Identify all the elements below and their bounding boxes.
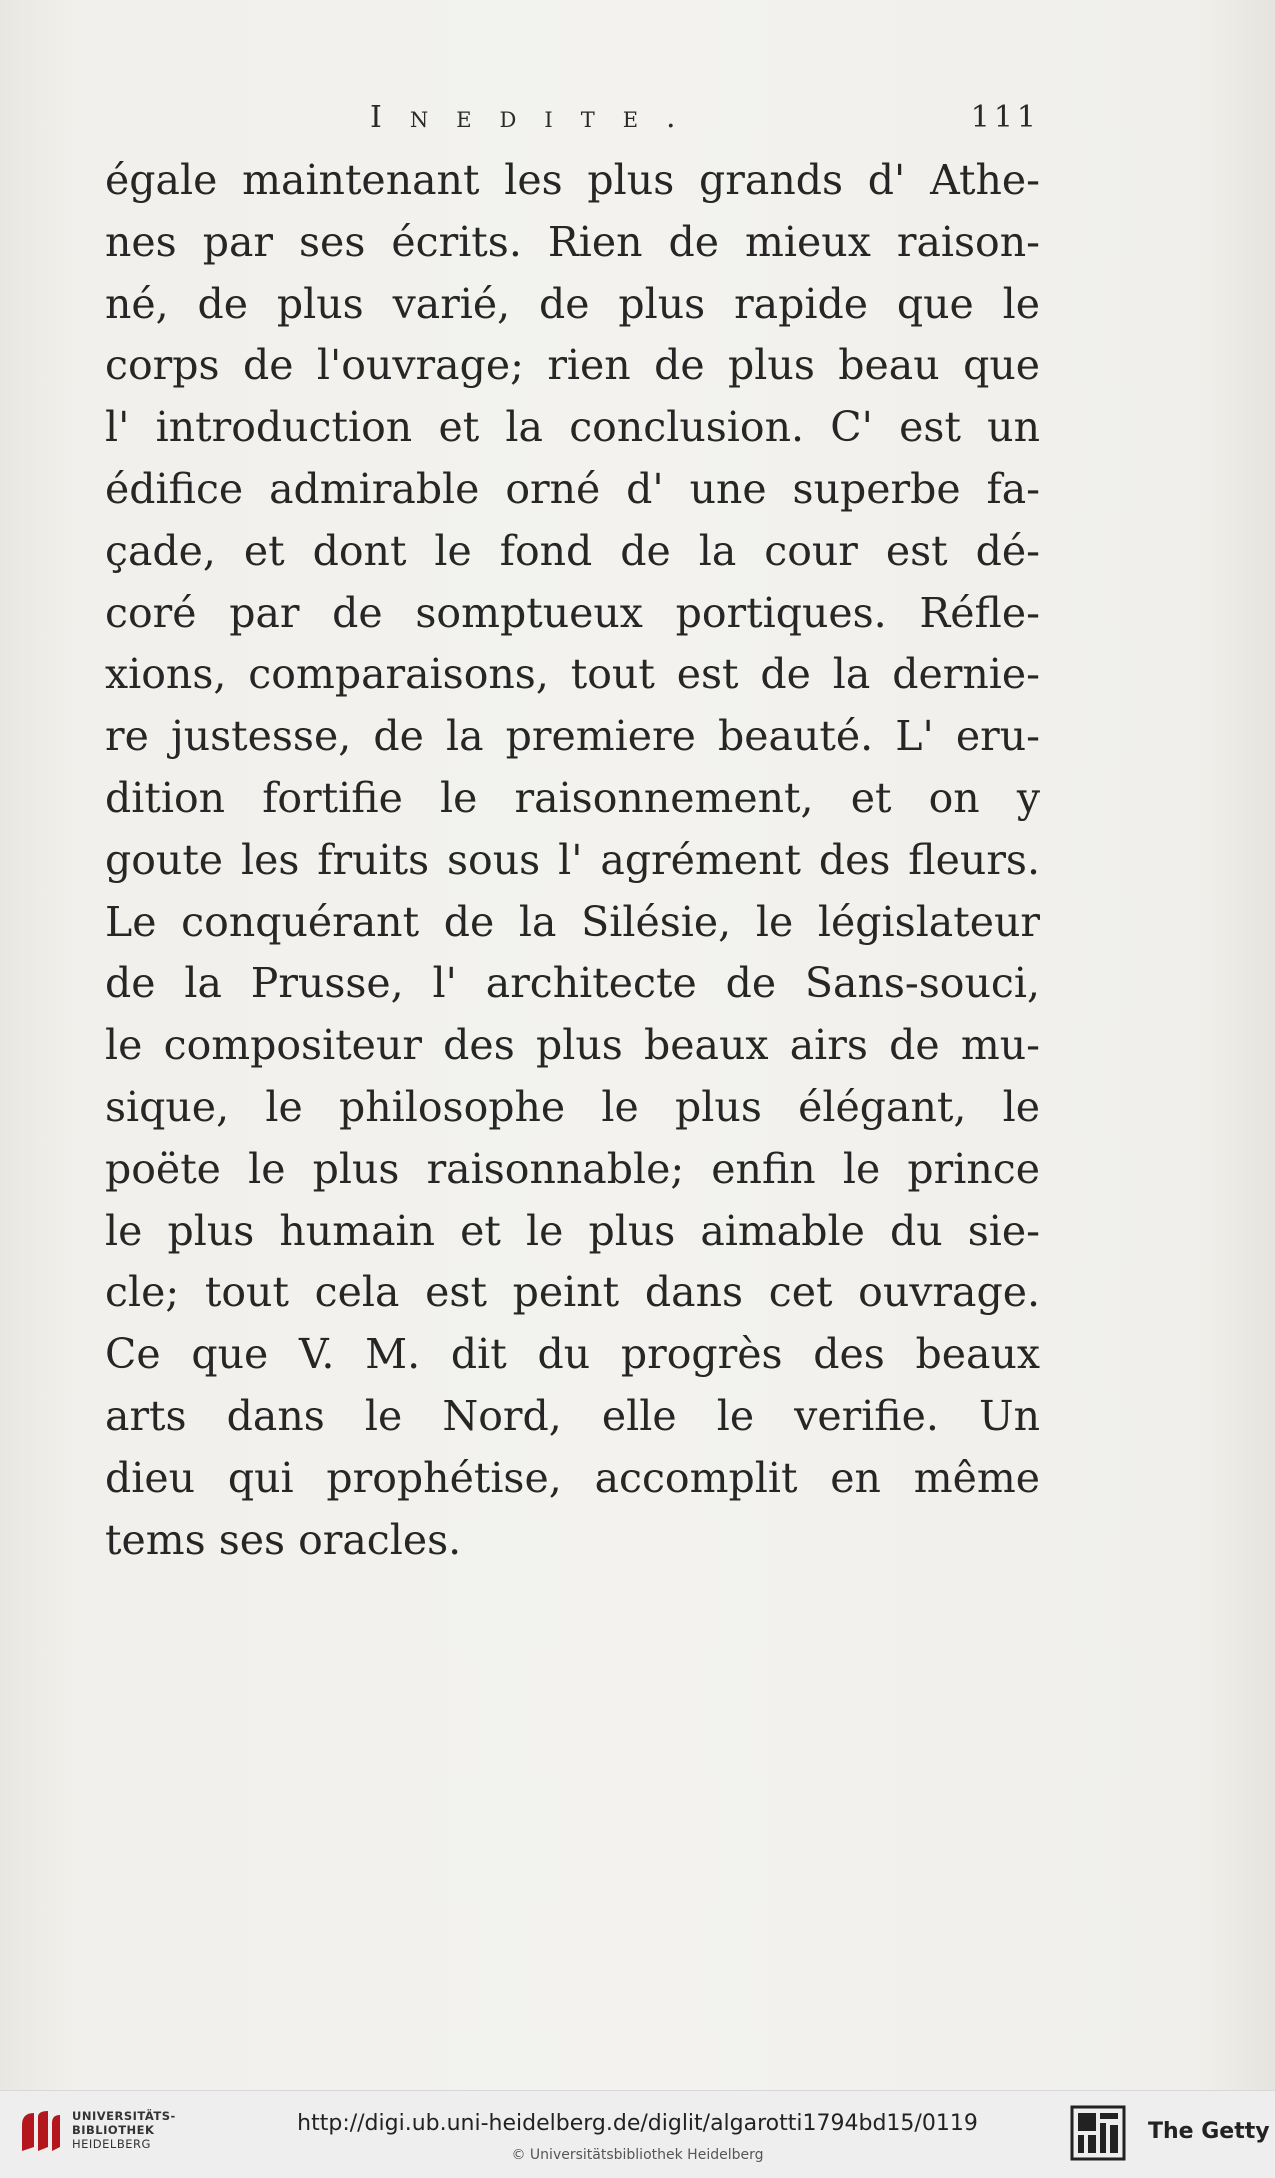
getty-logo-icon bbox=[1070, 2105, 1126, 2165]
text-line: cle; tout cela est peint dans cet ouvrage. bbox=[105, 1268, 1040, 1317]
page-number: 111 bbox=[970, 100, 1040, 135]
text-line: né, de plus varié, de plus rapide que le bbox=[105, 279, 1040, 328]
text-line: égale maintenant les plus grands d' Athe- bbox=[105, 156, 1040, 204]
text-line: poëte le plus raisonnable; enfin le prince bbox=[105, 1144, 1040, 1193]
text-line: nes par ses écrits. Rien de mieux raison- bbox=[105, 217, 1040, 266]
body-text bbox=[105, 150, 1040, 1571]
text-line: l' introduction et la conclusion. C' est un bbox=[105, 403, 1040, 452]
text-line: arts dans le Nord, elle le verifie. Un bbox=[105, 1391, 1040, 1440]
text-line: tems ses oracles. bbox=[105, 1515, 462, 1564]
text-line: édifice admirable orné d' une superbe fa- bbox=[105, 464, 1040, 513]
text-line: coré par de somptueux portiques. Réfle- bbox=[105, 588, 1040, 637]
page-header bbox=[370, 100, 1040, 150]
text-line: goute les fruits sous l' agrément des fleurs. bbox=[105, 835, 1040, 884]
text-line: le compositeur des plus beaux airs de mu- bbox=[105, 1021, 1040, 1070]
text-line: xions, comparaisons, tout est de la dernie- bbox=[105, 650, 1040, 699]
text-line: le plus humain et le plus aimable du sie- bbox=[105, 1206, 1040, 1255]
text-line: de la Prusse, l' architecte de Sans-souci, bbox=[105, 959, 1040, 1008]
library-name-line: BIBLIOTHEK bbox=[72, 2123, 155, 2137]
text-line: sique, le philosophe le plus élégant, le bbox=[105, 1082, 1040, 1131]
text-line: dieu qui prophétise, accomplit en même bbox=[105, 1453, 1040, 1502]
partner-name: The Getty bbox=[1148, 2119, 1270, 2144]
text-line: Ce que V. M. dit du progrès des beaux bbox=[105, 1330, 1040, 1379]
viewer-footer bbox=[0, 2090, 1275, 2178]
text-line: re justesse, de la premiere beauté. L' eru- bbox=[105, 712, 1040, 761]
text-line: dition fortifie le raisonnement, et on y bbox=[105, 773, 1040, 822]
copyright-notice: © Universitätsbibliothek Heidelberg bbox=[511, 2147, 764, 2163]
text-line: çade, et dont le fond de la cour est dé- bbox=[105, 526, 1040, 575]
text-line: corps de l'ouvrage; rien de plus beau que bbox=[105, 341, 1040, 390]
library-name-line: UNIVERSITÄTS- bbox=[72, 2109, 176, 2123]
text-line: Le conquérant de la Silésie, le législateur bbox=[105, 897, 1040, 946]
running-head: Inedite. bbox=[370, 100, 704, 135]
library-name-line: HEIDELBERG bbox=[72, 2137, 151, 2151]
permalink-url[interactable]: http://digi.ub.uni-heidelberg.de/diglit/algarotti1794bd15/0119 bbox=[297, 2111, 978, 2136]
